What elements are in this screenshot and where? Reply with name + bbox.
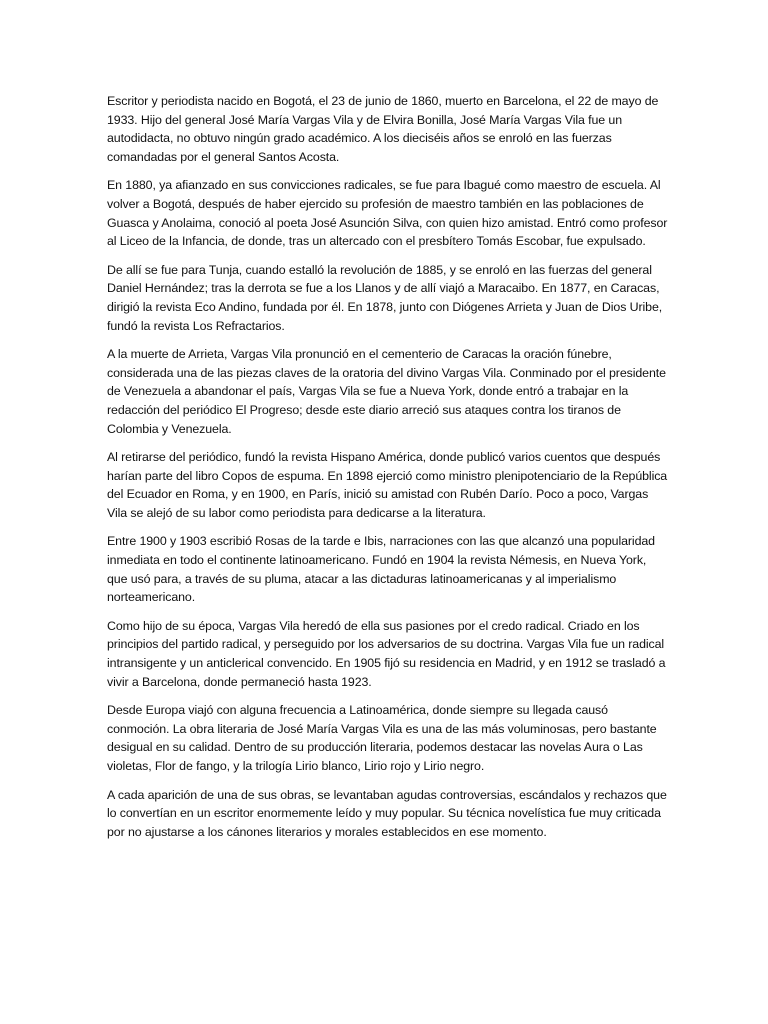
paragraph-7: Como hijo de su época, Vargas Vila heredó de ella sus pasiones por el credo radical. Criado en los principios del partido radical, y perseguido por los adversarios de su doctrina. Vargas Vila fue un radical intransigente y un anticlerical convencido. En 1905 fijó su residencia en Madrid, y en 1912 se trasladó a vivir a Barcelona, donde permaneció hasta 1923. xyxy=(107,618,666,689)
paragraph-6: Entre 1900 y 1903 escribió Rosas de la tarde e Ibis, narraciones con las que alcanzó una popularidad inmediata en todo el continente latinoamericano. Fundó en 1904 la revista Némesis, en Nueva York, que usó para, a través de su pluma, atacar a las dictaduras latinoamericanas y al imperialismo norteamericano. xyxy=(107,534,655,605)
paragraph-9: A cada aparición de una de sus obras, se levantaban agudas controversias, escándalos y rechazos que lo convertían en un escritor enormemente leído y muy popular. Su técnica novelística fue muy criticada por no ajustarse a los cánones literarios y morales establecidos en ese momento. xyxy=(107,787,667,839)
paragraph-8: Desde Europa viajó con alguna frecuencia a Latinoamérica, donde siempre su llegada causó conmoción. La obra literaria de José María Vargas Vila es una de las más voluminosas, pero bastante desigual en su calidad. Dentro de su producción literaria, podemos destacar las novelas Aura o Las violetas, Flor de fango, y la trilogía Lirio blanco, Lirio rojo y Lirio negro. xyxy=(107,703,657,773)
paragraph-3: De allí se fue para Tunja, cuando estalló la revolución de 1885, y se enroló en las fuerzas del general Daniel Hernández; tras la derrota se fue a los Llanos y de allí viajó a Maracaibo. En 1877, en Caracas, dirigió la revista Eco Andino, fundada por él. En 1878, junto con Diógenes Arrieta y Juan de Dios Uribe, fundó la revista Los Refractarios. xyxy=(107,262,663,333)
document-body xyxy=(107,92,668,841)
paragraph-5: Al retirarse del periódico, fundó la revista Hispano América, donde publicó varios cuentos que después harían parte del libro Copos de espuma. En 1898 ejerció como ministro plenipotenciario de la República del Ecuador en Roma, y en 1900, en París, inició su amistad con Rubén Darío. Poco a poco, Vargas Vila se alejó de su labor como periodista para dedicarse a la literatura. xyxy=(107,450,668,520)
paragraph-2: En 1880, ya afianzado en sus convicciones radicales, se fue para Ibagué como maestro de escuela. Al volver a Bogotá, después de haber ejercido su profesión de maestro también en las poblaciones de Guasca y Anolaima, conoció al poeta José Asunción Silva, con quien hizo amistad. Entró como profesor al Liceo de la Infancia, de donde, tras un altercado con el presbítero Tomás Escobar, fue expulsado. xyxy=(107,178,668,249)
paragraph-4: A la muerte de Arrieta, Vargas Vila pronunció en el cementerio de Caracas la oración fúnebre, considerada una de las piezas claves de la oratoria del divino Vargas Vila. Conminado por el presidente de Venezuela a abandonar el país, Vargas Vila se fue a Nueva York, donde entró a trabajar en la redacción del periódico El Progreso; desde este diario arreció sus ataques contra los tiranos de Colombia y Venezuela. xyxy=(107,347,666,436)
paragraph-1: Escritor y periodista nacido en Bogotá, el 23 de junio de 1860, muerto en Barcelona, el 22 de mayo de 1933. Hijo del general José María Vargas Vila y de Elvira Bonilla, José María Vargas Vila fue un autodidacta, no obtuvo ningún grado académico. A los dieciséis años se enroló en las fuerzas comandadas por el general Santos Acosta. xyxy=(107,94,659,164)
